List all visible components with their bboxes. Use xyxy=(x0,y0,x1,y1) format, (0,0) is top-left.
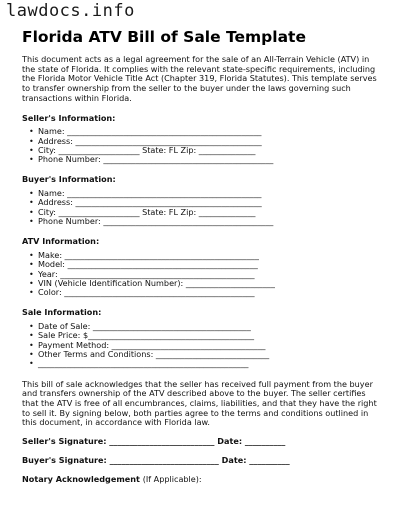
atv-heading: ATV Information: xyxy=(22,236,100,247)
seller-phone-field: • Phone Number: __________________________________________ xyxy=(38,155,384,164)
atv-year-field: • Year: ________________________________________________ xyxy=(38,270,384,279)
closing-paragraph: This bill of sale acknowledges that the seller has received full payment from the buyer and transfers ownership of the ATV described above to the buyer. The seller certifies that the ATV is free of all encumbrances, claims, liabilities, and that they have the right to sell it. By signing below, both parties agree to the terms and conditions outlined in this document, in accordance with Florida law. xyxy=(22,378,377,428)
atv-color-field: • Color: _______________________________________________ xyxy=(38,288,384,297)
buyer-fields xyxy=(22,189,384,226)
seller-city-field: • City: ____________________ State: FL Zip: ______________ xyxy=(38,146,384,155)
payment-method-field: • Payment Method: ______________________________________ xyxy=(38,341,384,350)
sale-fields xyxy=(22,322,384,368)
buyer-signature-line: Buyer's Signature: ___________________________ Date: __________ xyxy=(22,454,290,465)
document-title: Florida ATV Bill of Sale Template xyxy=(22,28,306,46)
seller-fields xyxy=(22,127,384,164)
notary-acknowledgement xyxy=(22,475,384,485)
other-terms-extra-line: • ____________________________________________________ xyxy=(38,359,384,368)
document-body xyxy=(22,55,384,493)
seller-address-field: • Address: ______________________________________________ xyxy=(38,137,384,146)
seller-heading: Seller's Information: xyxy=(22,112,116,123)
atv-fields xyxy=(22,251,384,297)
buyer-heading: Buyer's Information: xyxy=(22,174,116,185)
buyer-phone-field: • Phone Number: __________________________________________ xyxy=(38,217,384,226)
sale-heading: Sale Information: xyxy=(22,307,102,318)
buyer-name-field: • Name: ________________________________________________ xyxy=(38,189,384,198)
buyer-city-field: • City: ____________________ State: FL Zip: ______________ xyxy=(38,208,384,217)
seller-signature-line: Seller's Signature: __________________________ Date: __________ xyxy=(22,436,286,447)
atv-model-field: • Model: _______________________________________________ xyxy=(38,260,384,269)
notary-label: Notary Acknowledgement xyxy=(22,473,140,484)
buyer-address-field: • Address: ______________________________________________ xyxy=(38,198,384,207)
other-terms-field: • Other Terms and Conditions: ____________________________ xyxy=(38,350,384,359)
sale-price-field: • Sale Price: $_________________________________________ xyxy=(38,331,384,340)
seller-name-field: • Name: ________________________________________________ xyxy=(38,127,384,136)
atv-vin-field: • VIN (Vehicle Identification Number): ______________________ xyxy=(38,279,384,288)
atv-make-field: • Make: ________________________________________________ xyxy=(38,251,384,260)
intro-paragraph: This document acts as a legal agreement for the sale of an All-Terrain Vehicle (ATV) in the state of Florida. It complies with the relevant state-specific requirements, including the Florida Motor Vehicle Title Act (Chapter 319, Florida Statutes). This template serves to transfer ownership from the seller to the buyer under the laws governing such transactions within Florida. xyxy=(22,54,377,103)
site-brand: lawdocs.info xyxy=(6,1,135,21)
sale-date-field: • Date of Sale: _______________________________________ xyxy=(38,322,384,331)
notary-note: (If Applicable): xyxy=(142,473,202,484)
